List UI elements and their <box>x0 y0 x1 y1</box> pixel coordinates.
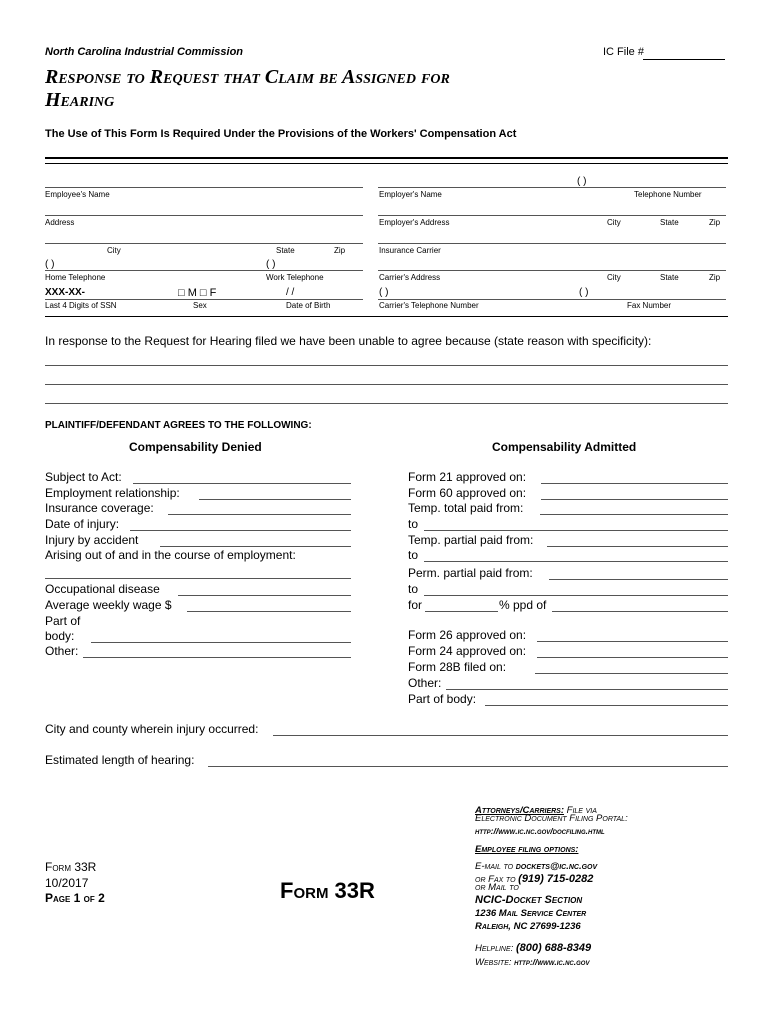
insurance-carrier-input[interactable] <box>378 243 726 244</box>
city-state-zip-input[interactable] <box>45 243 363 244</box>
state-label: State <box>276 246 295 255</box>
dob-label: Date of Birth <box>286 301 331 310</box>
employer-phone-paren: ( ) <box>577 176 587 187</box>
employee-name-label: Employee's Name <box>45 190 110 199</box>
weekly-wage-label: Average weekly wage $ <box>45 598 172 612</box>
date-of-injury-label: Date of injury: <box>45 517 120 531</box>
telephone-number-label: Telephone Number <box>634 190 702 199</box>
mail-service-center: 1236 Mail Service Center <box>475 908 587 919</box>
insurance-coverage-label: Insurance coverage: <box>45 501 154 515</box>
docket-section: NCIC-Docket Section <box>475 894 583 906</box>
arising-out-label: Arising out of and in the course of employment: <box>45 548 296 562</box>
carrier-address-label: Carrier's Address <box>379 273 441 282</box>
reason-prompt: In response to the Request for Hearing filed we have been unable to agree because (state reason with specificity): <box>45 334 652 348</box>
work-telephone-label: Work Telephone <box>266 273 324 282</box>
employment-relationship-label: Employment relationship: <box>45 486 180 500</box>
subject-to-act-input[interactable] <box>133 483 351 484</box>
reason-line-3[interactable] <box>45 403 728 404</box>
website-url[interactable]: http://www.ic.nc.gov <box>514 957 590 967</box>
mail-label: or Mail to <box>475 882 519 893</box>
ppd-to-label: to <box>408 582 419 596</box>
subject-to-act-label: Subject to Act: <box>45 470 122 484</box>
section-divider <box>45 316 728 317</box>
efp-url[interactable]: http://www.ic.nc.gov/docfiling.html <box>475 826 605 836</box>
occupational-disease-label: Occupational disease <box>45 582 160 596</box>
hearing-length-input[interactable] <box>208 766 728 767</box>
form24-input[interactable] <box>537 657 728 658</box>
occupational-disease-input[interactable] <box>178 595 351 596</box>
form-title-line1: Response to Request that Claim be Assigned for <box>45 66 450 88</box>
form21-input[interactable] <box>541 483 728 484</box>
ppd-label: Perm. partial paid from: <box>408 566 533 580</box>
city-label: City <box>107 246 121 255</box>
ppd-to-input[interactable] <box>424 595 728 596</box>
fax-prefix: or Fax to <box>475 874 519 885</box>
form24-label: Form 24 approved on: <box>408 644 527 658</box>
home-phone-paren: ( ) <box>45 259 55 270</box>
ssn-sex-dob-line <box>45 299 363 300</box>
carrier-phone-input[interactable] <box>378 299 726 300</box>
ttd-input[interactable] <box>540 514 728 515</box>
address-label: Address <box>45 218 75 227</box>
compensability-denied-title: Compensability Denied <box>129 440 262 454</box>
part-of-body-label: Part of body: <box>408 692 477 706</box>
employer-name-input[interactable] <box>378 187 726 188</box>
dob-value[interactable]: / / <box>286 287 295 298</box>
injury-by-accident-input[interactable] <box>160 546 351 547</box>
admitted-other-input[interactable] <box>446 689 728 690</box>
part-of-label: Part of <box>45 614 81 628</box>
file-via-text: File via <box>564 805 597 816</box>
ppd-percent-input[interactable] <box>425 611 498 612</box>
attorneys-label: Attorneys/Carriers: <box>475 805 565 816</box>
city-county-input[interactable] <box>273 735 728 736</box>
commission-name: North Carolina Industrial Commission <box>45 46 244 58</box>
form28b-label: Form 28B filed on: <box>408 660 507 674</box>
arising-out-input[interactable] <box>45 578 351 579</box>
body-label: body: <box>45 629 75 643</box>
tpd-to-label: to <box>408 548 419 562</box>
fax-paren: ( ) <box>579 287 589 298</box>
part-of-body-input[interactable] <box>91 642 351 643</box>
employer-zip-label: Zip <box>709 218 721 227</box>
form26-input[interactable] <box>537 641 728 642</box>
employer-state-label: State <box>660 218 679 227</box>
form60-label: Form 60 approved on: <box>408 486 527 500</box>
phone-input-line[interactable] <box>45 270 363 271</box>
employee-options-label: Employee filing options: <box>475 844 579 855</box>
agreement-heading: PLAINTIFF/DEFENDANT AGREES TO THE FOLLOWING: <box>45 420 312 431</box>
employer-address-label: Employer's Address <box>379 218 450 227</box>
helpline-prefix: Helpline: <box>475 943 516 954</box>
ttd-to-label: to <box>408 517 419 531</box>
weekly-wage-input[interactable] <box>187 611 351 612</box>
carrier-address-input[interactable] <box>378 270 726 271</box>
date-of-injury-input[interactable] <box>130 530 351 531</box>
raleigh-address: Raleigh, NC 27699-1236 <box>475 921 581 932</box>
employer-address-input[interactable] <box>378 215 726 216</box>
efp-label: Electronic Document Filing Portal: <box>475 813 628 824</box>
tpd-to-input[interactable] <box>424 561 728 562</box>
ttd-label: Temp. total paid from: <box>408 501 524 515</box>
denied-other-input[interactable] <box>83 657 351 658</box>
carrier-city-label: City <box>607 273 621 282</box>
denied-other-label: Other: <box>45 644 79 658</box>
website-line <box>475 952 589 970</box>
email-address[interactable]: dockets@ic.nc.gov <box>515 861 598 872</box>
reason-line-1[interactable] <box>45 365 728 366</box>
fax-number: (919) 715-0282 <box>518 873 594 885</box>
home-telephone-label: Home Telephone <box>45 273 106 282</box>
tpd-label: Temp. partial paid from: <box>408 533 534 547</box>
sex-label: Sex <box>193 301 207 310</box>
injury-by-accident-label: Injury by accident <box>45 533 139 547</box>
helpline-number: (800) 688-8349 <box>515 942 592 954</box>
form60-input[interactable] <box>541 499 728 500</box>
ppd-input[interactable] <box>549 579 728 580</box>
ic-file-label: IC File # <box>603 46 644 58</box>
form26-label: Form 26 approved on: <box>408 628 527 642</box>
insurance-carrier-label: Insurance Carrier <box>379 246 441 255</box>
employee-name-input[interactable] <box>45 187 363 188</box>
form-subtitle: The Use of This Form Is Required Under the Provisions of the Workers' Compensation Act <box>45 128 517 140</box>
carrier-phone-label: Carrier's Telephone Number <box>379 301 479 310</box>
tpd-input[interactable] <box>547 546 728 547</box>
form-name-footer: Form 33R <box>45 860 97 874</box>
double-divider <box>45 157 728 164</box>
ttd-to-input[interactable] <box>424 530 728 531</box>
form-title-line2: Hearing <box>45 89 115 111</box>
website-prefix: Website: <box>475 957 515 968</box>
admitted-part-of-body-input[interactable] <box>485 705 728 706</box>
address-input[interactable] <box>45 215 363 216</box>
insurance-coverage-input[interactable] <box>168 514 351 515</box>
carrier-phone-paren: ( ) <box>379 287 389 298</box>
employment-relationship-input[interactable] <box>199 499 351 500</box>
ppd-of-input[interactable] <box>552 611 728 612</box>
carrier-zip-label: Zip <box>709 273 721 282</box>
ic-file-input[interactable] <box>643 59 725 60</box>
reason-line-2[interactable] <box>45 384 728 385</box>
employer-name-label: Employer's Name <box>379 190 442 199</box>
city-county-label: City and county wherein injury occurred: <box>45 722 259 736</box>
email-prefix: E-mail to <box>475 861 516 872</box>
hearing-length-label: Estimated length of hearing: <box>45 753 195 767</box>
page-number: Page 1 of 2 <box>45 891 105 905</box>
employer-city-label: City <box>607 218 621 227</box>
zip-label: Zip <box>334 246 346 255</box>
ssn-label: Last 4 Digits of SSN <box>45 301 117 310</box>
form-date-footer: 10/2017 <box>45 876 89 890</box>
admitted-other-label: Other: <box>408 676 442 690</box>
form-big-label: Form 33R <box>280 878 375 903</box>
carrier-state-label: State <box>660 273 679 282</box>
fax-number-label: Fax Number <box>627 301 672 310</box>
ppd-of-label: % ppd of <box>499 598 547 612</box>
ssn-value[interactable]: XXX-XX- <box>45 287 86 298</box>
form28b-input[interactable] <box>535 673 728 674</box>
form21-label: Form 21 approved on: <box>408 470 527 484</box>
work-phone-paren: ( ) <box>266 259 276 270</box>
sex-checkboxes[interactable]: □ M □ F <box>178 287 217 299</box>
compensability-admitted-title: Compensability Admitted <box>492 440 637 454</box>
for-label: for <box>408 598 423 612</box>
